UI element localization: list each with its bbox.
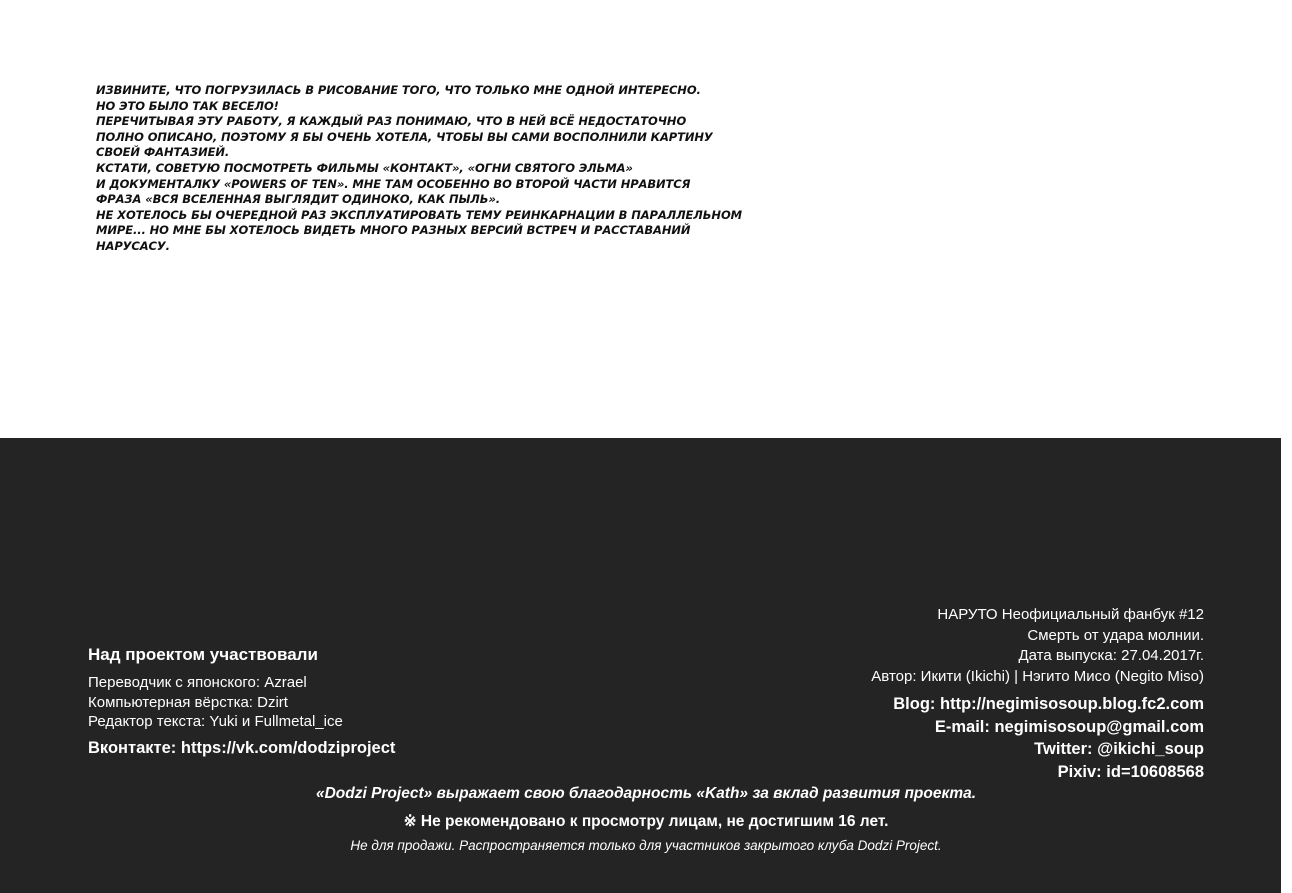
note-line: СВОЕЙ ФАНТАЗИЕЙ. — [96, 145, 230, 160]
author-contacts — [871, 693, 1204, 783]
book-info — [871, 605, 1204, 783]
vk-label: Вконтакте: — [88, 738, 177, 757]
contact-label: Twitter: — [1034, 740, 1093, 758]
contact-email — [871, 716, 1204, 739]
vk-link[interactable]: https://vk.com/dodziproject — [180, 738, 396, 757]
book-series: НАРУТО Неофициальный фанбук #12 — [937, 606, 1204, 623]
credit-editor: Редактор текста: Yuki и Fullmetal_ice — [88, 713, 343, 730]
note-line: ФРАЗА «ВСЯ ВСЕЛЕННАЯ ВЫГЛЯДИТ ОДИНОКО, КАК ПЫЛЬ». — [96, 192, 501, 207]
note-line: НЕ ХОТЕЛОСЬ БЫ ОЧЕРЕДНОЙ РАЗ ЭКСПЛУАТИРОВАТЬ ТЕМУ РЕИНКАРНАЦИИ В ПАРАЛЛЕЛЬНОМ — [96, 207, 742, 222]
vk-contact — [88, 738, 395, 758]
note-line: НО ЭТО БЫЛО ТАК ВЕСЕЛО! — [96, 98, 279, 113]
book-author: Автор: Икити (Ikichi) | Нэгито Мисо (Negito Miso) — [871, 667, 1204, 685]
contact-label: Blog: — [893, 695, 936, 713]
note-line: ПОЛНО ОПИСАНО, ПОЭТОМУ Я БЫ ОЧЕНЬ ХОТЕЛА, ЧТОБЫ ВЫ САМИ ВОСПОЛНИЛИ КАРТИНУ — [96, 129, 713, 144]
not-for-sale-note: Не для продажи. Распространяется только для участников закрытого клуба Dodzi Project. — [350, 838, 942, 853]
credits-title: Над проектом участвовали — [88, 645, 318, 664]
book-title: Смерть от удара молнии. — [1027, 626, 1204, 644]
credit-translator: Переводчик с японского: Azrael — [88, 674, 307, 691]
contact-label: E-mail: — [934, 717, 990, 736]
note-line: КСТАТИ, СОВЕТУЮ ПОСМОТРЕТЬ ФИЛЬМЫ «КОНТАКТ», «ОГНИ СВЯТОГО ЭЛЬМА» — [96, 160, 633, 175]
pixiv-link[interactable]: id=10608568 — [1106, 762, 1204, 781]
team-credits — [88, 645, 395, 758]
age-warning: ※ Не рекомендовано к просмотру лицам, не достигшим 16 лет. — [403, 813, 889, 830]
author-notes — [96, 83, 742, 255]
note-line: НАРУСАСУ. — [96, 238, 170, 253]
email-link[interactable]: negimisosoup@gmail.com — [994, 717, 1204, 736]
contact-blog — [871, 693, 1204, 716]
note-line: ИЗВИНИТЕ, ЧТО ПОГРУЗИЛАСЬ В РИСОВАНИЕ ТОГО, ЧТО ТОЛЬКО МНЕ ОДНОЙ ИНТЕРЕСНО. — [96, 83, 701, 97]
contact-twitter — [871, 738, 1204, 761]
twitter-link[interactable]: @ikichi_soup — [1097, 740, 1204, 758]
note-line: И ДОКУМЕНТАЛКУ «POWERS OF TEN». МНЕ ТАМ ОСОБЕННО ВО ВТОРОЙ ЧАСТИ НРАВИТСЯ — [96, 176, 691, 191]
note-line: ПЕРЕЧИТЫВАЯ ЭТУ РАБОТУ, Я КАЖДЫЙ РАЗ ПОНИМАЮ, ЧТО В НЕЙ ВСЁ НЕДОСТАТОЧНО — [96, 114, 687, 129]
release-date: Дата выпуска: 27.04.2017г. — [1018, 647, 1204, 664]
blog-link[interactable]: http://negimisosoup.blog.fc2.com — [940, 695, 1204, 713]
thanks-note: «Dodzi Project» выражает свою благодарность «Kath» за вклад развития проекта. — [315, 785, 977, 802]
credit-layout: Компьютерная вёрстка: Dzirt — [88, 693, 288, 711]
contact-label: Pixiv: — [1057, 762, 1102, 781]
note-line: МИРЕ... НО МНЕ БЫ ХОТЕЛОСЬ ВИДЕТЬ МНОГО РАЗНЫХ ВЕРСИЙ ВСТРЕЧ И РАССТАВАНИЙ — [96, 223, 691, 238]
contact-pixiv — [871, 761, 1204, 784]
